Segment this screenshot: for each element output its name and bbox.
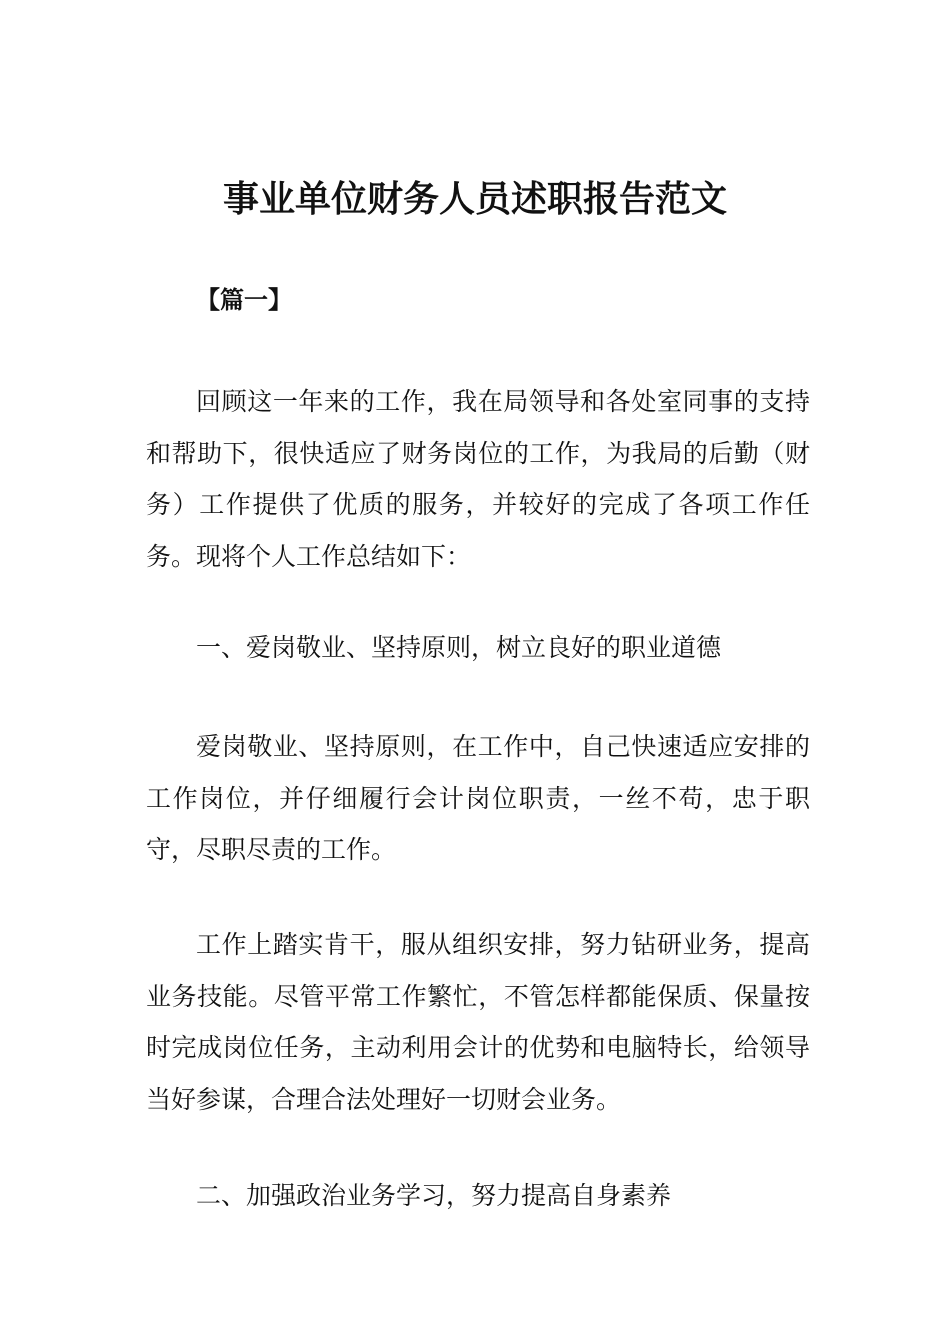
section-heading-1: 一、爱岗敬业、坚持原则，树立良好的职业道德 xyxy=(196,633,722,662)
section-heading-2: 二、加强政治业务学习，努力提高自身素养 xyxy=(196,1181,672,1210)
body-paragraph-2: 工作上踏实肯干，服从组织安排，努力钻研业务，提高业务技能。尽管平常工作繁忙，不管怎样都能保质、保量按时完成岗位任务，主动利用会计的优势和电脑特长，给领导当好参谋，合理合法处理好一切财会业务。 xyxy=(146,930,810,1114)
body-paragraph-1: 爱岗敬业、坚持原则，在工作中，自己快速适应安排的工作岗位，并仔细履行会计岗位职责，一丝不苟，忠于职守，尽职尽责的工作。 xyxy=(146,732,810,864)
section-label: 【篇一】 xyxy=(196,285,292,314)
intro-paragraph: 回顾这一年来的工作，我在局领导和各处室同事的支持和帮助下，很快适应了财务岗位的工作，为我局的后勤（财务）工作提供了优质的服务，并较好的完成了各项工作任务。现将个人工作总结如下： xyxy=(146,387,810,571)
document-title: 事业单位财务人员述职报告范文 xyxy=(222,179,727,220)
